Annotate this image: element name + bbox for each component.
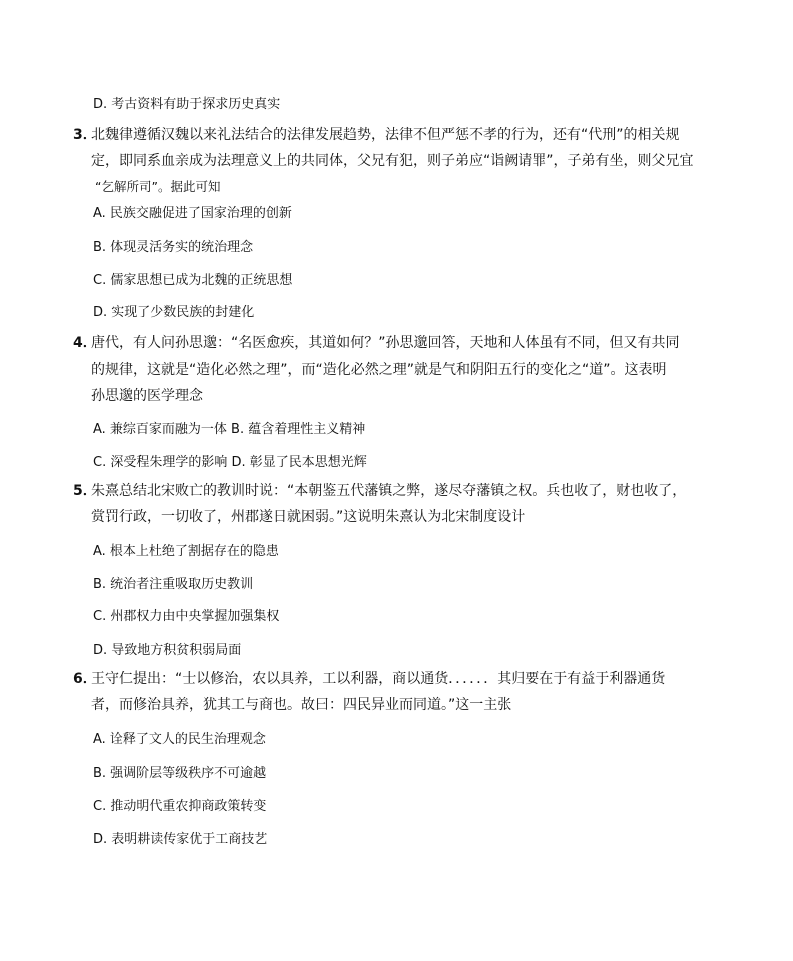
question-5-option-b: B. 统治者注重吸取历史教训 xyxy=(93,577,254,592)
question-4-line-1: 唐代，有人问孙思邈：“名医愈疾，其道如何？”孙思邈回答，天地和人体虽有不同，但又有共同 xyxy=(91,335,680,351)
question-6-line-2: 者，而修治具养，犹其工与商也。故曰：四民异业而同道。”这一主张 xyxy=(91,697,512,713)
question-3-option-a: A. 民族交融促进了国家治理的创新 xyxy=(93,206,292,221)
question-5-line-2: 赏罚行政，一切收了，州郡遂日就困弱。”这说明朱熹认为北宋制度设计 xyxy=(91,509,526,525)
question-3-option-c: C. 儒家思想已成为北魏的正统思想 xyxy=(93,273,293,288)
question-3-line-1: 北魏律遵循汉魏以来礼法结合的法律发展趋势，法律不但严惩不孝的行为，还有“代刑”的相关规 xyxy=(91,127,680,143)
q2-option-d: D. 考古资料有助于探求历史真实 xyxy=(93,97,281,112)
question-3-line-3: “乞解所司”。据此可知 xyxy=(95,179,221,194)
question-5-option-c: C. 州郡权力由中央掌握加强集权 xyxy=(93,609,280,624)
question-6-option-c: C. 推动明代重农抑商政策转变 xyxy=(93,799,267,814)
question-5-option-d: D. 导致地方积贫积弱局面 xyxy=(93,643,242,658)
question-3-option-d: D. 实现了少数民族的封建化 xyxy=(93,305,255,320)
question-4-options-cd: C. 深受程朱理学的影响 D. 彰显了民本思想光辉 xyxy=(93,455,367,470)
question-5-line-1: 朱熹总结北宋败亡的教训时说：“本朝鉴五代藩镇之弊，遂尽夺藩镇之权。兵也收了，财也收了， xyxy=(91,483,687,499)
question-6-number: 6． xyxy=(73,671,97,687)
question-4-number: 4． xyxy=(73,335,97,351)
question-6-line-1: 王守仁提出：“士以修治，农以具养，工以利器，商以通货．．．．．．其归要在于有益于利器通货 xyxy=(91,671,666,687)
question-4-line-3: 孙思邈的医学理念 xyxy=(91,388,203,404)
question-6-option-d: D. 表明耕读传家优于工商技艺 xyxy=(93,832,268,847)
question-6-option-b: B. 强调阶层等级秩序不可逾越 xyxy=(93,766,267,781)
question-4-options-ab: A. 兼综百家而融为一体 B. 蕴含着理性主义精神 xyxy=(93,422,366,437)
question-4-line-2: 的规律，这就是“造化必然之理”，而“造化必然之理”就是气和阴阳五行的变化之“道”。这表明 xyxy=(91,362,667,378)
question-6-option-a: A. 诠释了文人的民生治理观念 xyxy=(93,732,266,747)
question-5-option-a: A. 根本上杜绝了割据存在的隐患 xyxy=(93,544,279,559)
question-3-number: 3． xyxy=(73,127,97,143)
question-3-line-2: 定，即同系血亲成为法理意义上的共同体，父兄有犯，则子弟应“诣阙请罪”，子弟有坐，则父兄宜 xyxy=(91,153,694,169)
question-3-option-b: B. 体现灵活务实的统治理念 xyxy=(93,240,254,255)
question-5-number: 5． xyxy=(73,483,97,499)
